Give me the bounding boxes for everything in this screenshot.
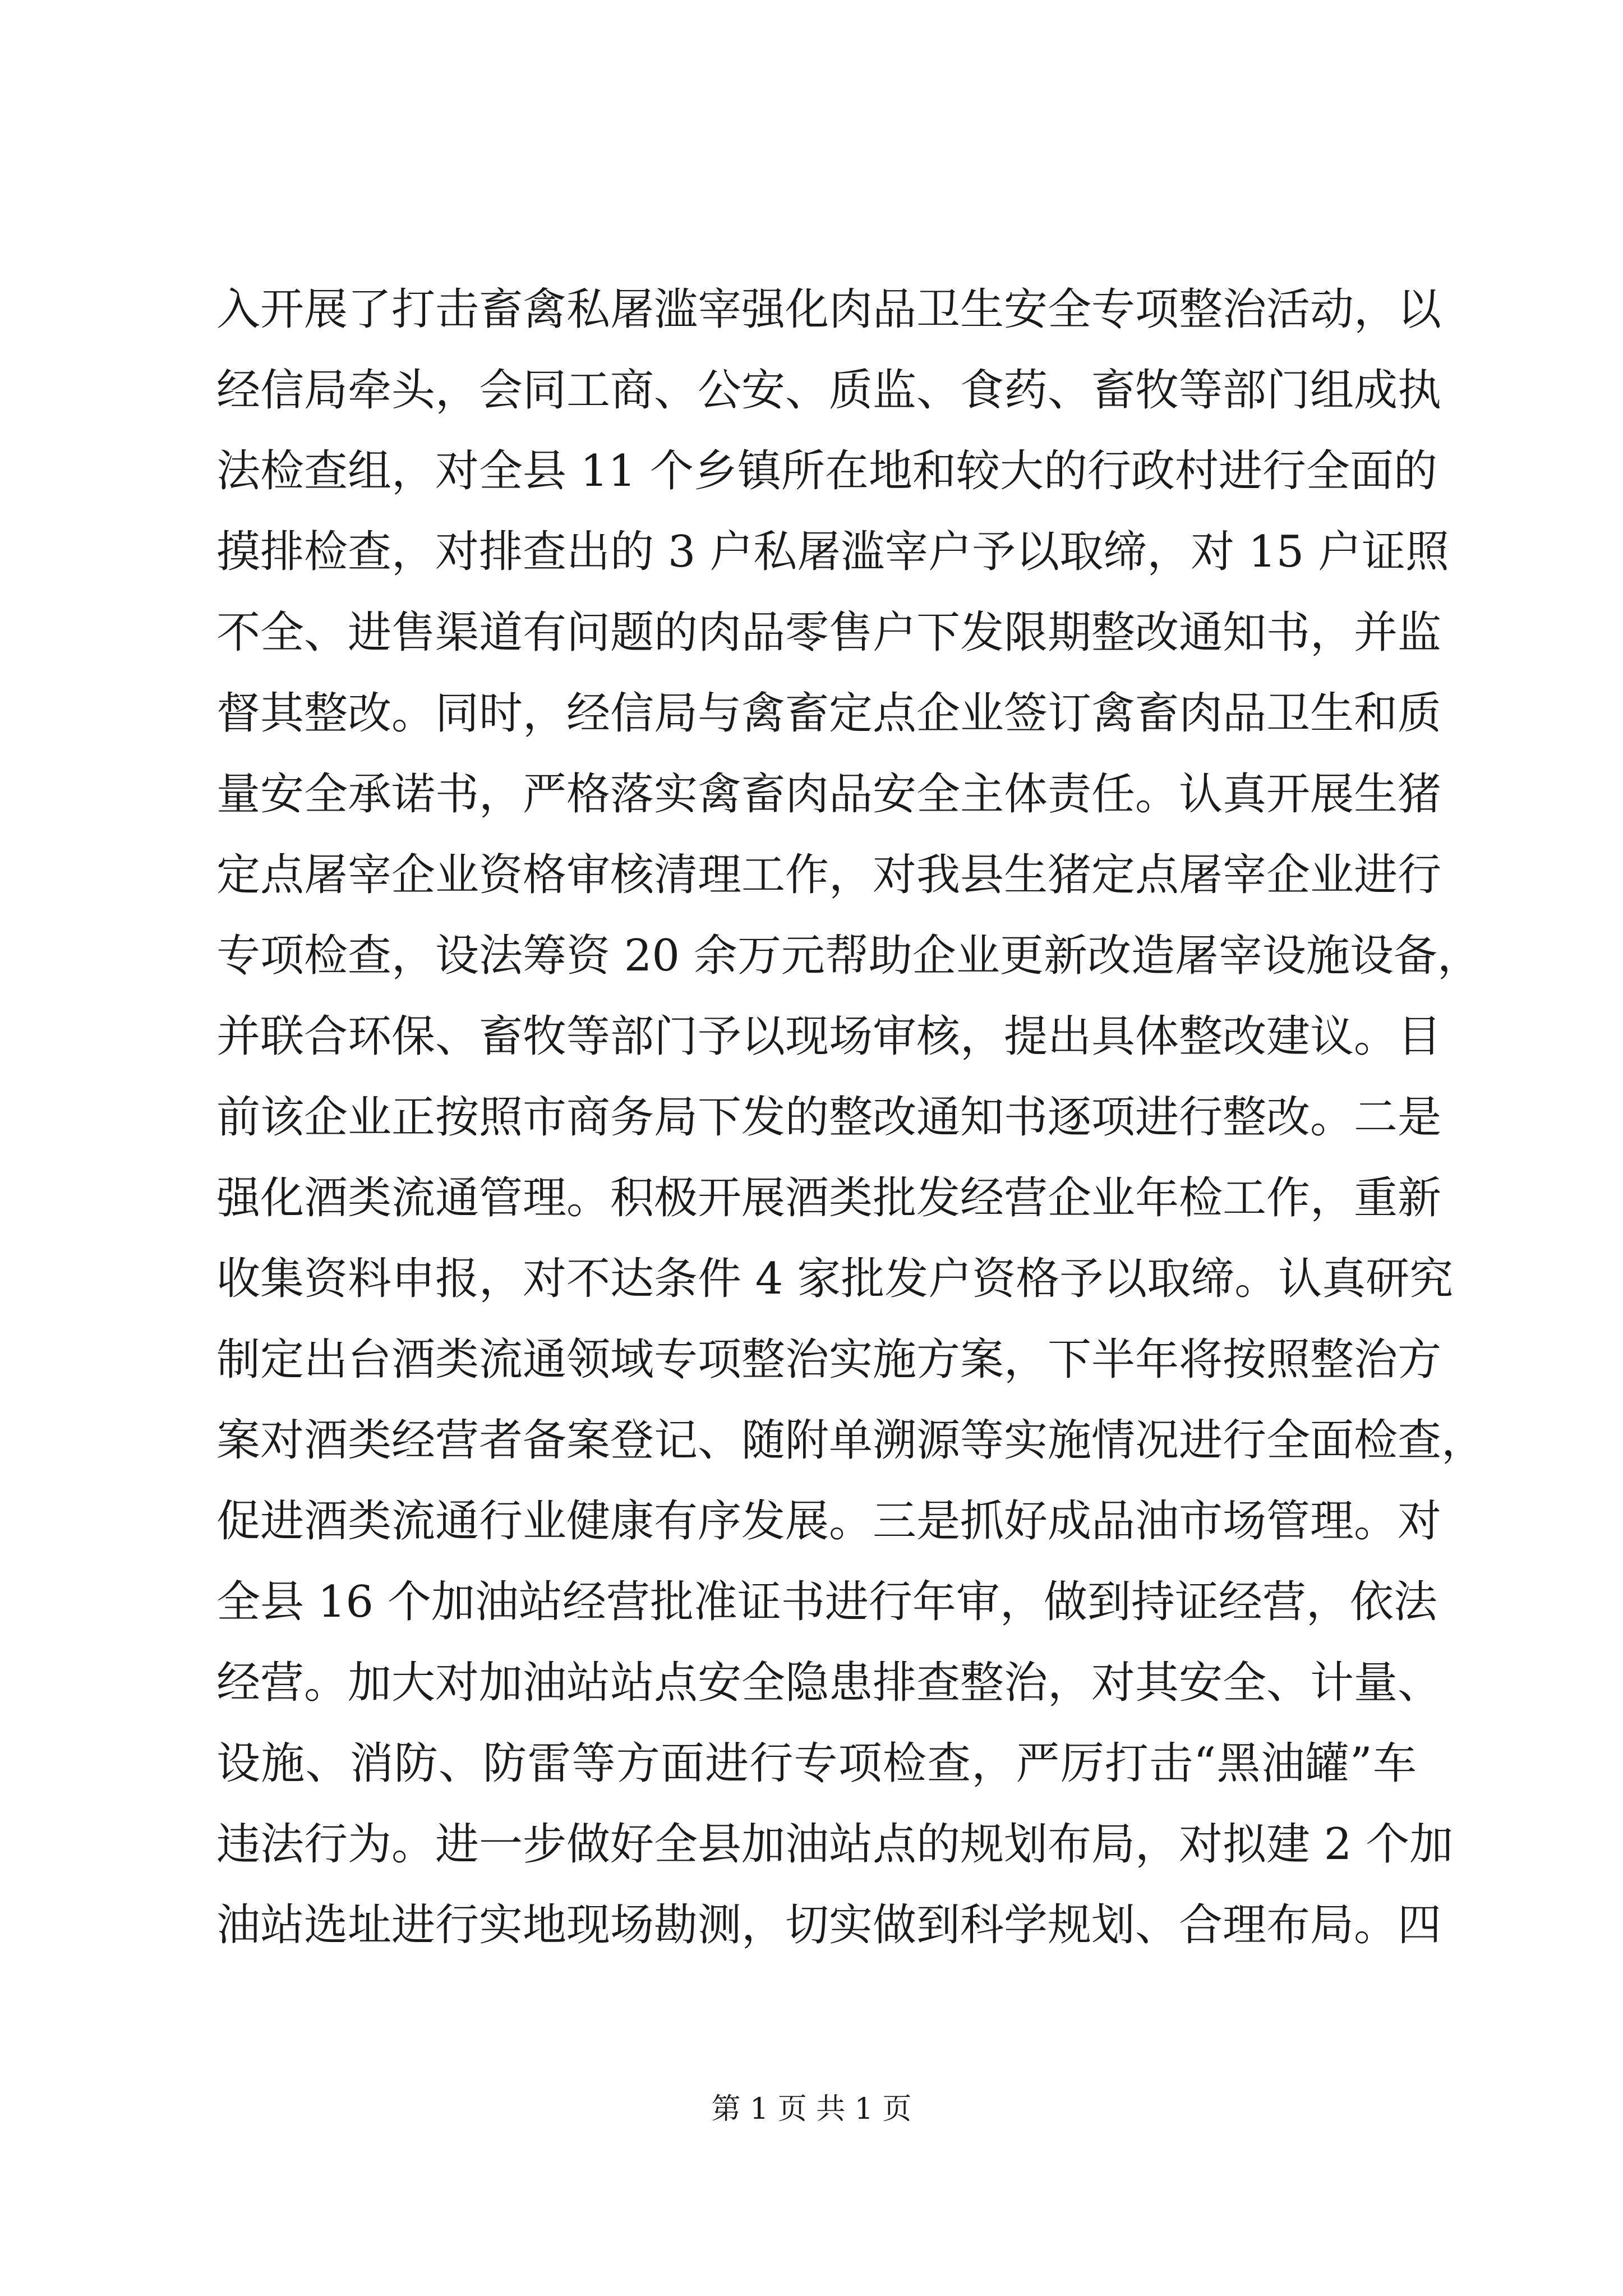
text-line: 违法行为。进一步做好全县加油站点的规划布局，对拟建 2 个加 (216, 1819, 1454, 1870)
text-line: 入开展了打击畜禽私屠滥宰强化肉品卫生安全专项整治活动，以 (216, 284, 1442, 335)
text-line: 法检查组，对全县 11 个乡镇所在地和较大的行政村进行全面的 (216, 446, 1437, 496)
text-line: 经信局牵头，会同工商、公安、质监、食药、畜牧等部门组成执 (216, 365, 1442, 416)
text-line: 不全、进售渠道有问题的肉品零售户下发限期整改通知书，并监 (216, 608, 1442, 658)
text-line: 并联合环保、畜牧等部门予以现场审核，提出具体整改建议。目 (216, 1011, 1442, 1062)
text-line: 设施、消防、防雷等方面进行专项检查，严厉打击“黑油罐”车 (216, 1738, 1417, 1789)
text-line: 促进酒类流通行业健康有序发展。三是抓好成品油市场管理。对 (216, 1496, 1442, 1547)
text-line: 前该企业正按照市商务局下发的整改通知书逐项进行整改。二是 (216, 1092, 1442, 1143)
body-text (216, 269, 1486, 1966)
text-line: 经营。加大对加油站站点安全隐患排查整治，对其安全、计量、 (216, 1658, 1442, 1708)
text-line: 案对酒类经营者备案登记、随附单溯源等实施情况进行全面检查， (216, 1415, 1486, 1466)
text-line: 强化酒类流通管理。积极开展酒类批发经营企业年检工作，重新 (216, 1173, 1442, 1223)
page-footer: 第 1 页 共 1 页 (711, 2092, 912, 2126)
text-line: 专项检查，设法筹资 20 余万元帮助企业更新改造屠宰设施设备， (216, 931, 1481, 981)
text-line: 定点屠宰企业资格审核清理工作，对我县生猪定点屠宰企业进行 (216, 850, 1442, 900)
text-line: 量安全承诺书，严格落实禽畜肉品安全主体责任。认真开展生猪 (216, 769, 1442, 820)
text-line: 全县 16 个加油站经营批准证书进行年审，做到持证经营，依法 (216, 1577, 1437, 1627)
text-line: 收集资料申报，对不达条件 4 家批发户资格予以取缔。认真研究 (216, 1254, 1454, 1304)
text-line: 督其整改。同时，经信局与禽畜定点企业签订禽畜肉品卫生和质 (216, 688, 1442, 739)
text-line: 摸排检查，对排查出的 3 户私屠滥宰户予以取缔，对 15 户证照 (216, 527, 1450, 577)
text-line: 油站选址进行实地现场勘测，切实做到科学规划、合理布局。四 (216, 1900, 1442, 1950)
text-line: 制定出台酒类流通领域专项整治实施方案，下半年将按照整治方 (216, 1335, 1442, 1385)
